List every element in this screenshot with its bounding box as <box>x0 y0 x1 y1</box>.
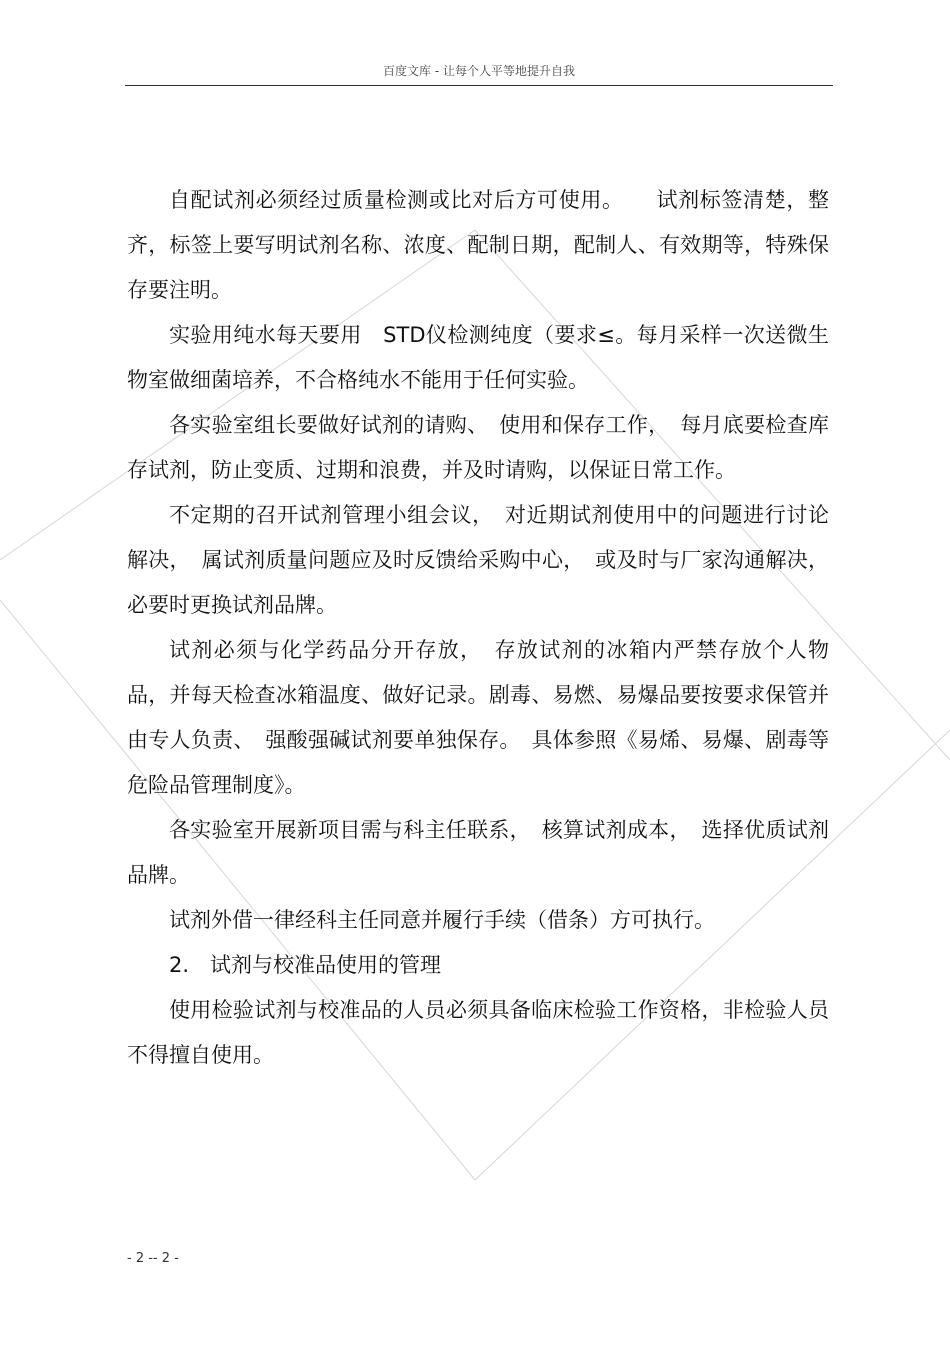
document-body <box>127 178 829 1078</box>
page-number: - 2 -- 2 - <box>127 1251 179 1266</box>
paragraph: 各实验室开展新项目需与科主任联系， 核算试剂成本， 选择优质试剂品牌。 <box>127 818 829 887</box>
header-divider <box>125 85 833 86</box>
paragraph: 试剂外借一律经科主任同意并履行手续（借条）方可执行。 <box>169 908 715 932</box>
paragraph: 不定期的召开试剂管理小组会议， 对近期试剂使用中的问题进行讨论解决， 属试剂质量问题应及时反馈给采购中心， 或及时与厂家沟通解决，必要时更换试剂品牌。 <box>127 503 829 617</box>
section-heading: 2. 试剂与校准品使用的管理 <box>169 953 442 977</box>
paragraph: 使用检验试剂与校准品的人员必须具备临床检验工作资格，非检验人员不得擅自使用。 <box>127 998 829 1067</box>
paragraph: 自配试剂必须经过质量检测或比对后方可使用。 试剂标签清楚，整齐，标签上要写明试剂名称、浓度、配制日期，配制人、有效期等，特殊保存要注明。 <box>127 188 829 302</box>
paragraph: 试剂必须与化学药品分开存放， 存放试剂的冰箱内严禁存放个人物品，并每天检查冰箱温度、做好记录。剧毒、易燃、易爆品要按要求保管并由专人负责、 强酸强碱试剂要单独保存。 具体参照《易烯、易爆、剧毒等危险品管理制度》。 <box>127 638 829 797</box>
paragraph: 实验用纯水每天要用 STD仪检测纯度（要求≤。每月采样一次送微生物室做细菌培养，不合格纯水不能用于任何实验。 <box>127 323 829 392</box>
page-header: 百度文库 - 让每个人平等地提升自我 <box>383 64 575 78</box>
paragraph: 各实验室组长要做好试剂的请购、 使用和保存工作， 每月底要检查库存试剂，防止变质、过期和浪费，并及时请购，以保证日常工作。 <box>127 413 829 482</box>
